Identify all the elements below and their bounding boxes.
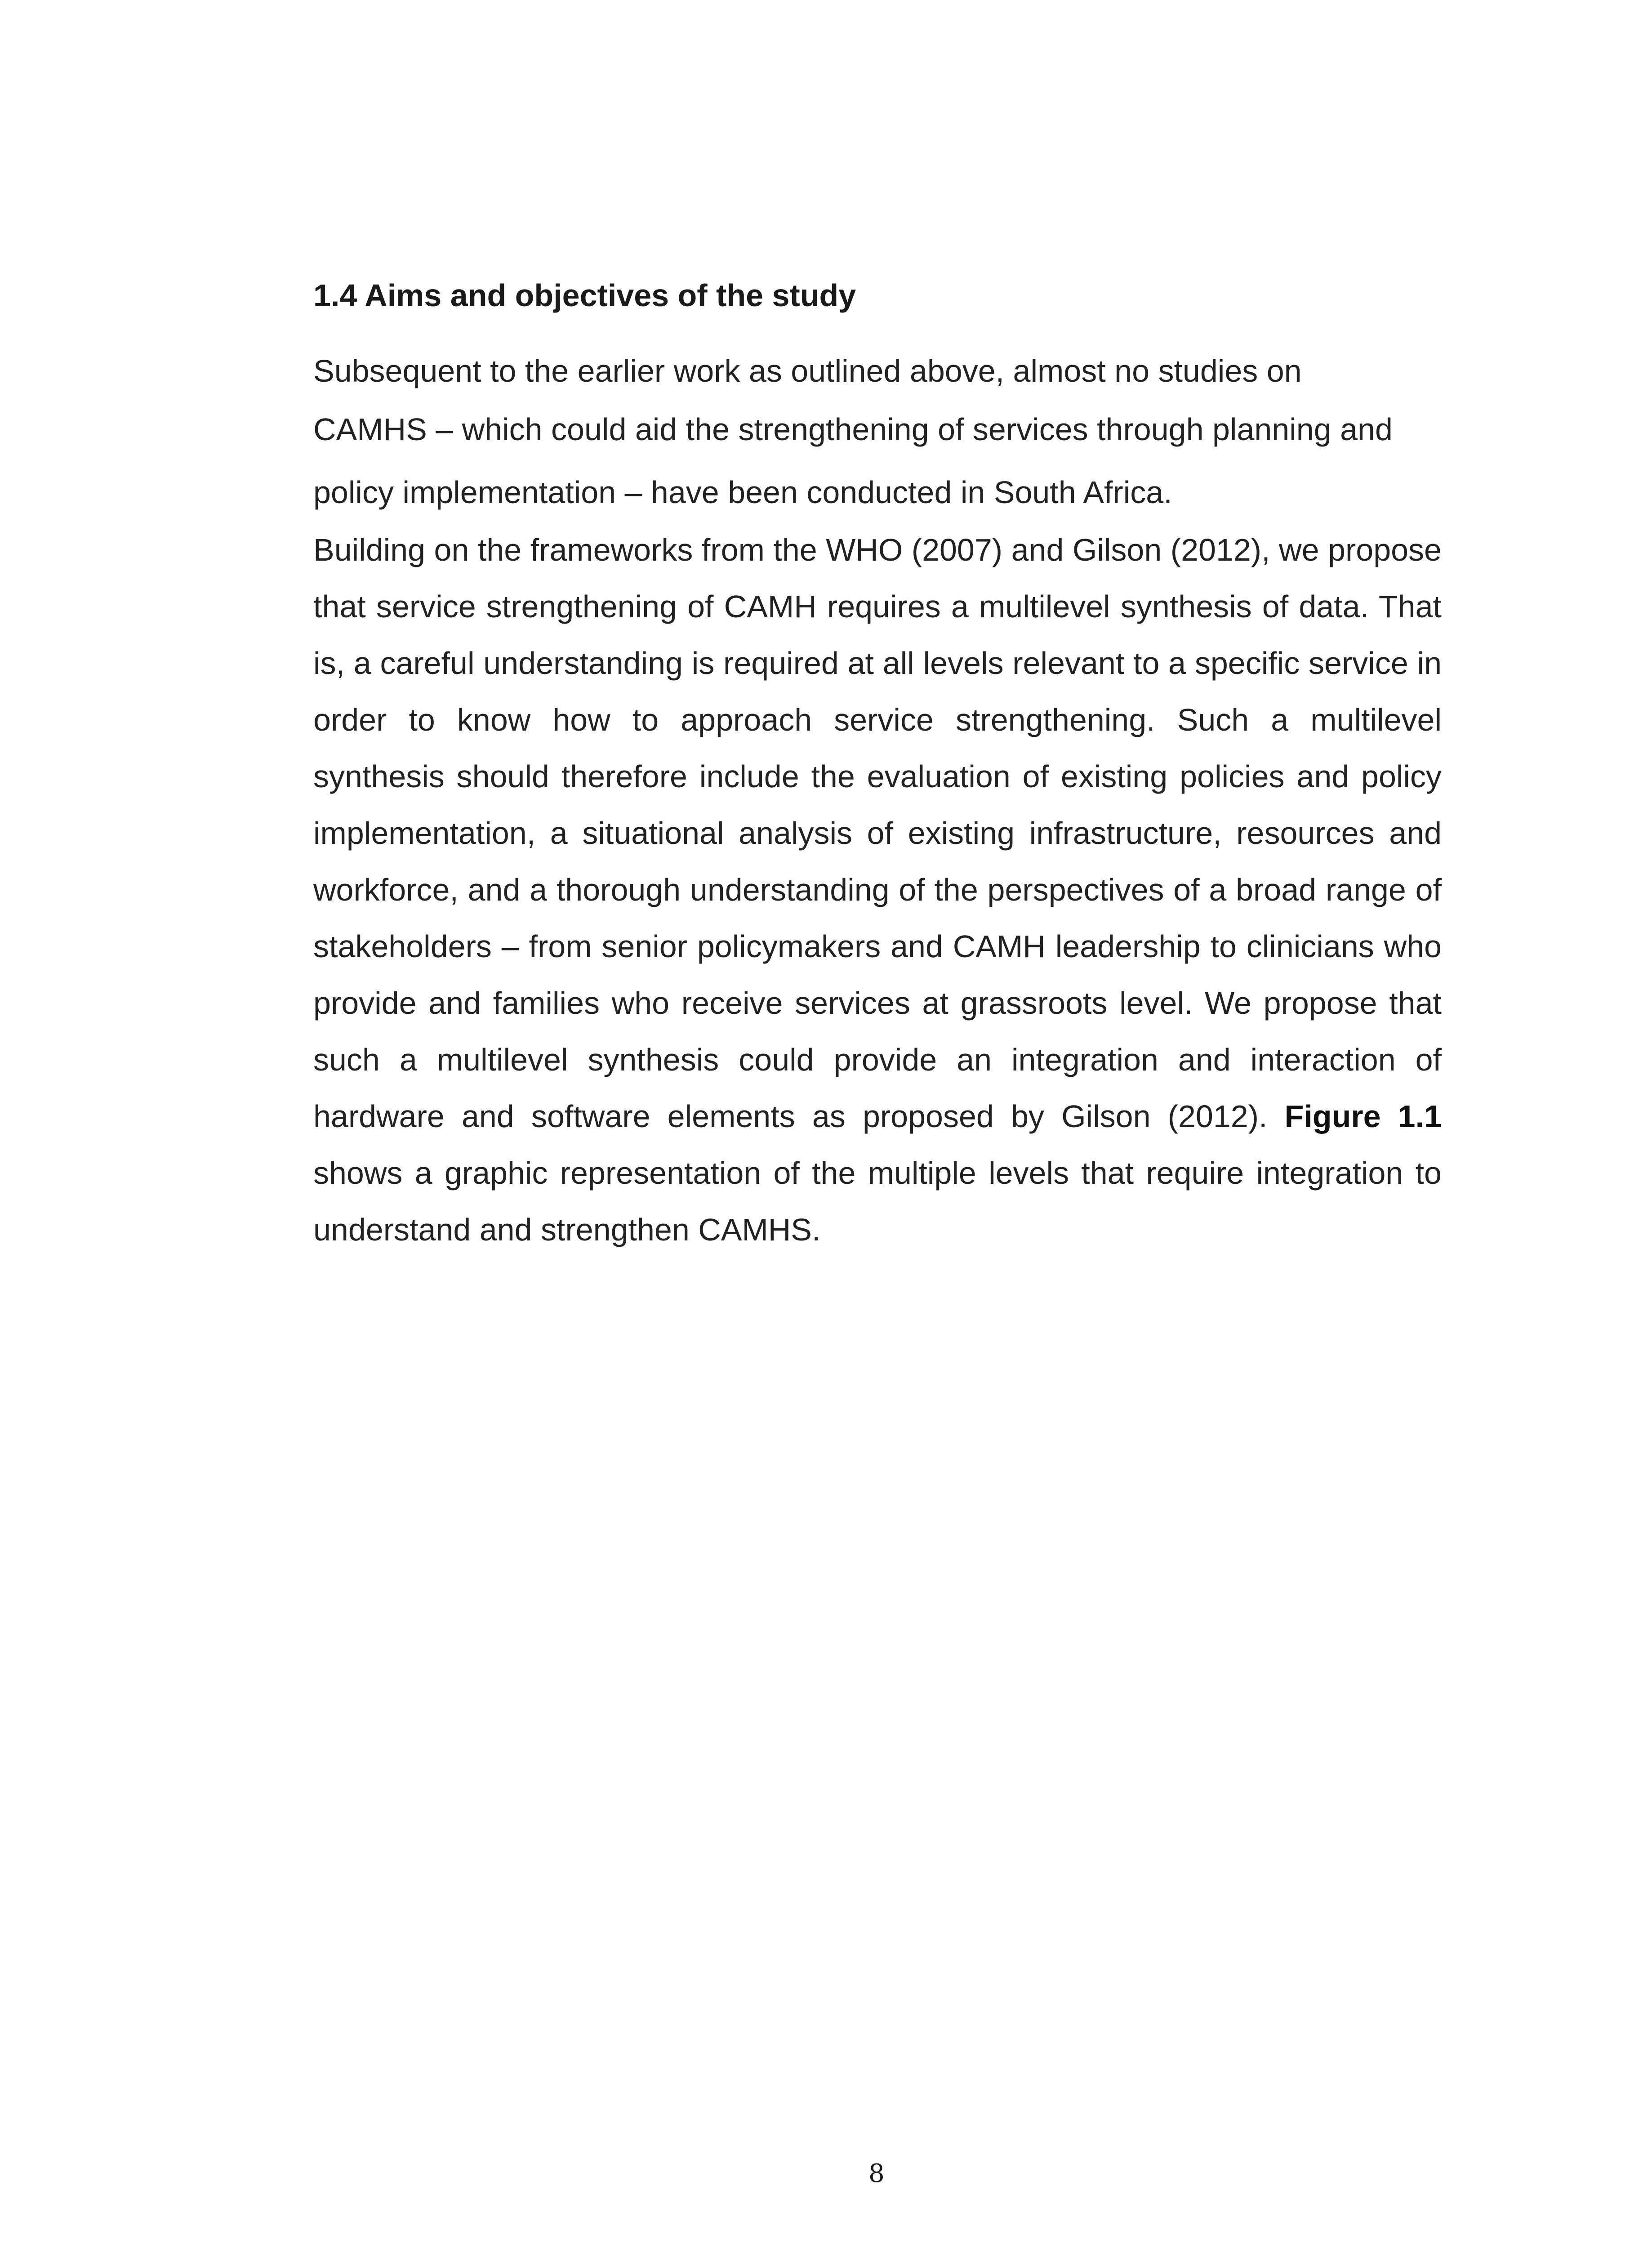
body-paragraph-text-after-ref: shows a graphic representation of the multiple levels that require integration to understand and strengthen CAMHS. — [313, 1155, 1442, 1247]
intro-paragraph-line: CAMHS – which could aid the strengthening of services through planning and — [313, 412, 1393, 447]
body-paragraph — [313, 522, 1442, 1258]
section-heading: 1.4 Aims and objectives of the study — [313, 278, 856, 313]
intro-paragraph — [313, 346, 1442, 517]
intro-paragraph-line: Subsequent to the earlier work as outlined above, almost no studies on — [313, 353, 1302, 388]
intro-paragraph-line: policy implementation – have been conducted in South Africa. — [313, 475, 1172, 510]
page-number: 8 — [868, 2159, 885, 2188]
figure-reference: Figure 1.1 — [1284, 1099, 1442, 1134]
body-paragraph-text-before-ref: Building on the frameworks from the WHO (2007) and Gilson (2012), we propose that service strengthening of CAMH requires a multilevel synthesis of data. That is, a careful understanding is required at all levels relevant to a specific service in order to know how to approach service strengthening. Such a multilevel synthesis should therefore include the evaluation of existing policies and policy implementation, a situational analysis of existing infrastructure, resources and workforce, and a thorough understanding of the perspectives of a broad range of stakeholders – from senior policymakers and CAMH leadership to clinicians who provide and families who receive services at grassroots level. We propose that such a multilevel synthesis could provide an integration and interaction of hardware and software elements as proposed by Gilson (2012). — [313, 532, 1442, 1134]
